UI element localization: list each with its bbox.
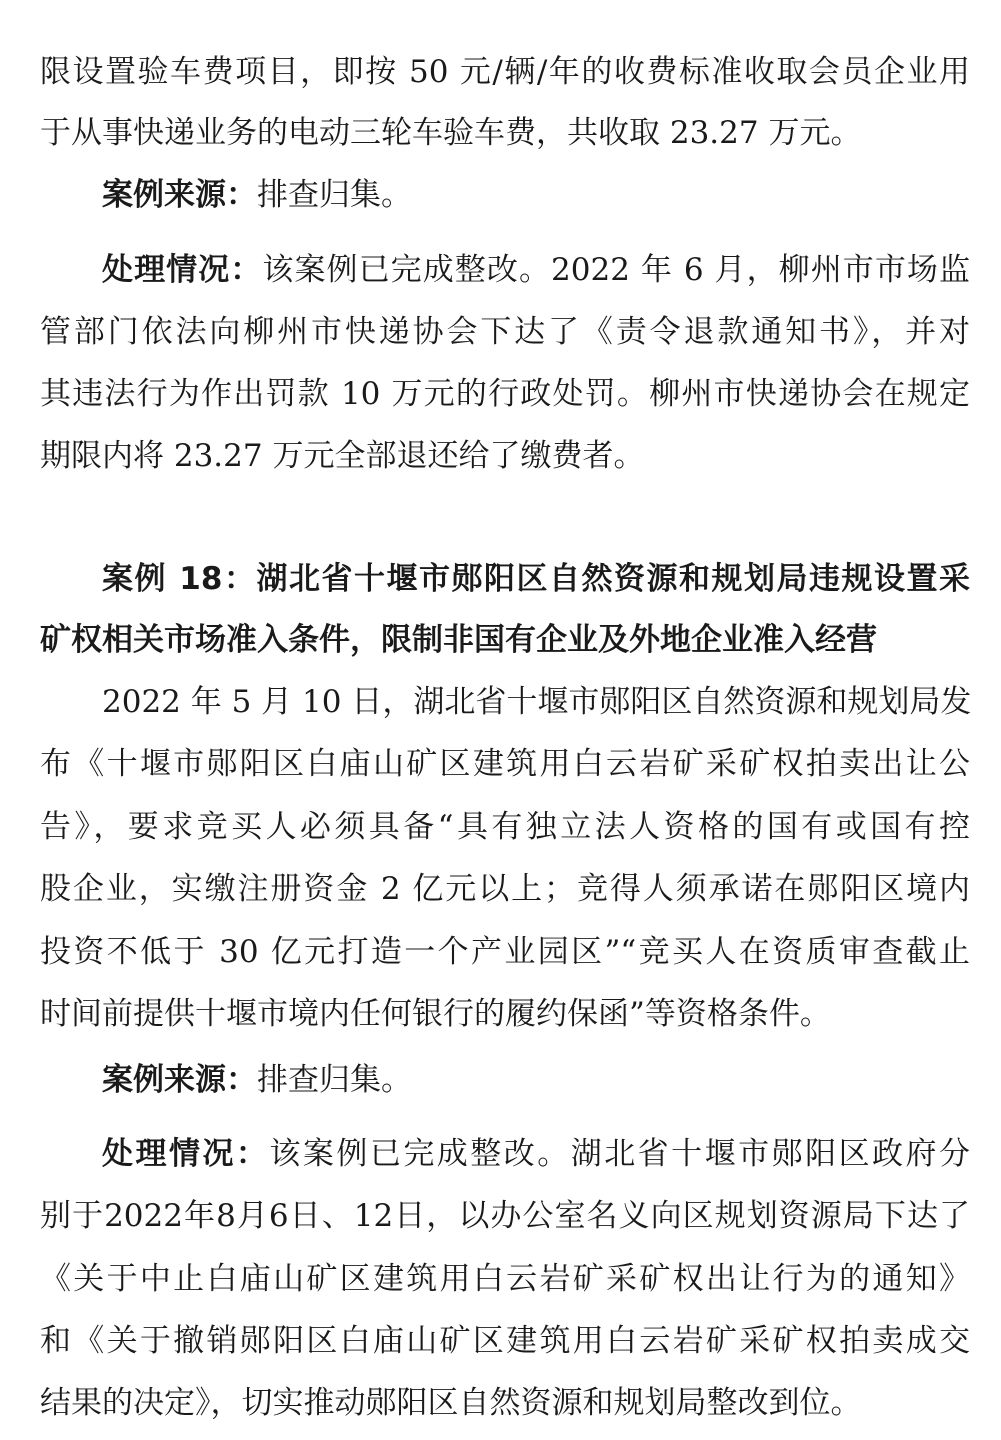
case-source (102, 1050, 970, 1110)
paragraph-line: 时间前提供十堰市境内任何银行的履约保函”等资格条件。 (40, 996, 831, 1032)
paragraph-line: 于从事快递业务的电动三轮车验车费，共收取 23.27 万元。 (40, 115, 862, 151)
case-source-label: 案例来源： (102, 177, 257, 213)
paragraph-line: 告》，要求竞买人必须具备“具有独立法人资格的国有或国有控 (40, 809, 970, 845)
case-source-label: 案例来源： (102, 1062, 257, 1098)
paragraph-line: 2022 年 5 月 10 日，湖北省十堰市郧阳区自然资源和规划局发 (102, 684, 972, 720)
case-title: 案例 18：湖北省十堰市郧阳区自然资源和规划局违规设置采 (102, 561, 970, 597)
handling-label: 处理情况： (102, 1136, 270, 1172)
paragraph-line: 结果的决定》，切实推动郧阳区自然资源和规划局整改到位。 (40, 1385, 862, 1421)
case-source-text: 排查归集。 (257, 177, 412, 213)
paragraph-line: 和《关于撤销郧阳区白庙山矿区建筑用白云岩矿采矿权拍卖成交 (40, 1323, 970, 1359)
paragraph-line: 投资不低于 30 亿元打造一个产业园区”“竞买人在资质审查截止 (40, 934, 970, 970)
paragraph-line: 其违法行为作出罚款 10 万元的行政处罚。柳州市快递协会在规定 (40, 376, 970, 412)
handling-status (102, 240, 970, 300)
handling-status (102, 1124, 970, 1184)
case-source (102, 165, 970, 225)
case-title: 矿权相关市场准入条件，限制非国有企业及外地企业准入经营 (40, 622, 877, 658)
case-source-text: 排查归集。 (257, 1062, 412, 1098)
paragraph-line: 别于2022年8月6日、12日，以办公室名义向区规划资源局下达了 (40, 1198, 970, 1234)
handling-text: 该案例已完成整改。2022 年 6 月，柳州市市场监 (262, 252, 971, 288)
handling-label: 处理情况： (102, 252, 263, 288)
paragraph-line: 管部门依法向柳州市快递协会下达了《责令退款通知书》，并对 (40, 314, 970, 350)
paragraph-line: 布《十堰市郧阳区白庙山矿区建筑用白云岩矿采矿权拍卖出让公 (40, 746, 970, 782)
paragraph-line: 股企业，实缴注册资金 2 亿元以上；竞得人须承诺在郧阳区境内 (40, 871, 970, 907)
paragraph-line: 期限内将 23.27 万元全部退还给了缴费者。 (40, 438, 645, 474)
paragraph-line: 限设置验车费项目，即按 50 元/辆/年的收费标准收取会员企业用 (40, 54, 970, 90)
paragraph-line: 《关于中止白庙山矿区建筑用白云岩矿采矿权出让行为的通知》 (40, 1261, 970, 1297)
handling-text: 该案例已完成整改。湖北省十堰市郧阳区政府分 (269, 1136, 971, 1172)
